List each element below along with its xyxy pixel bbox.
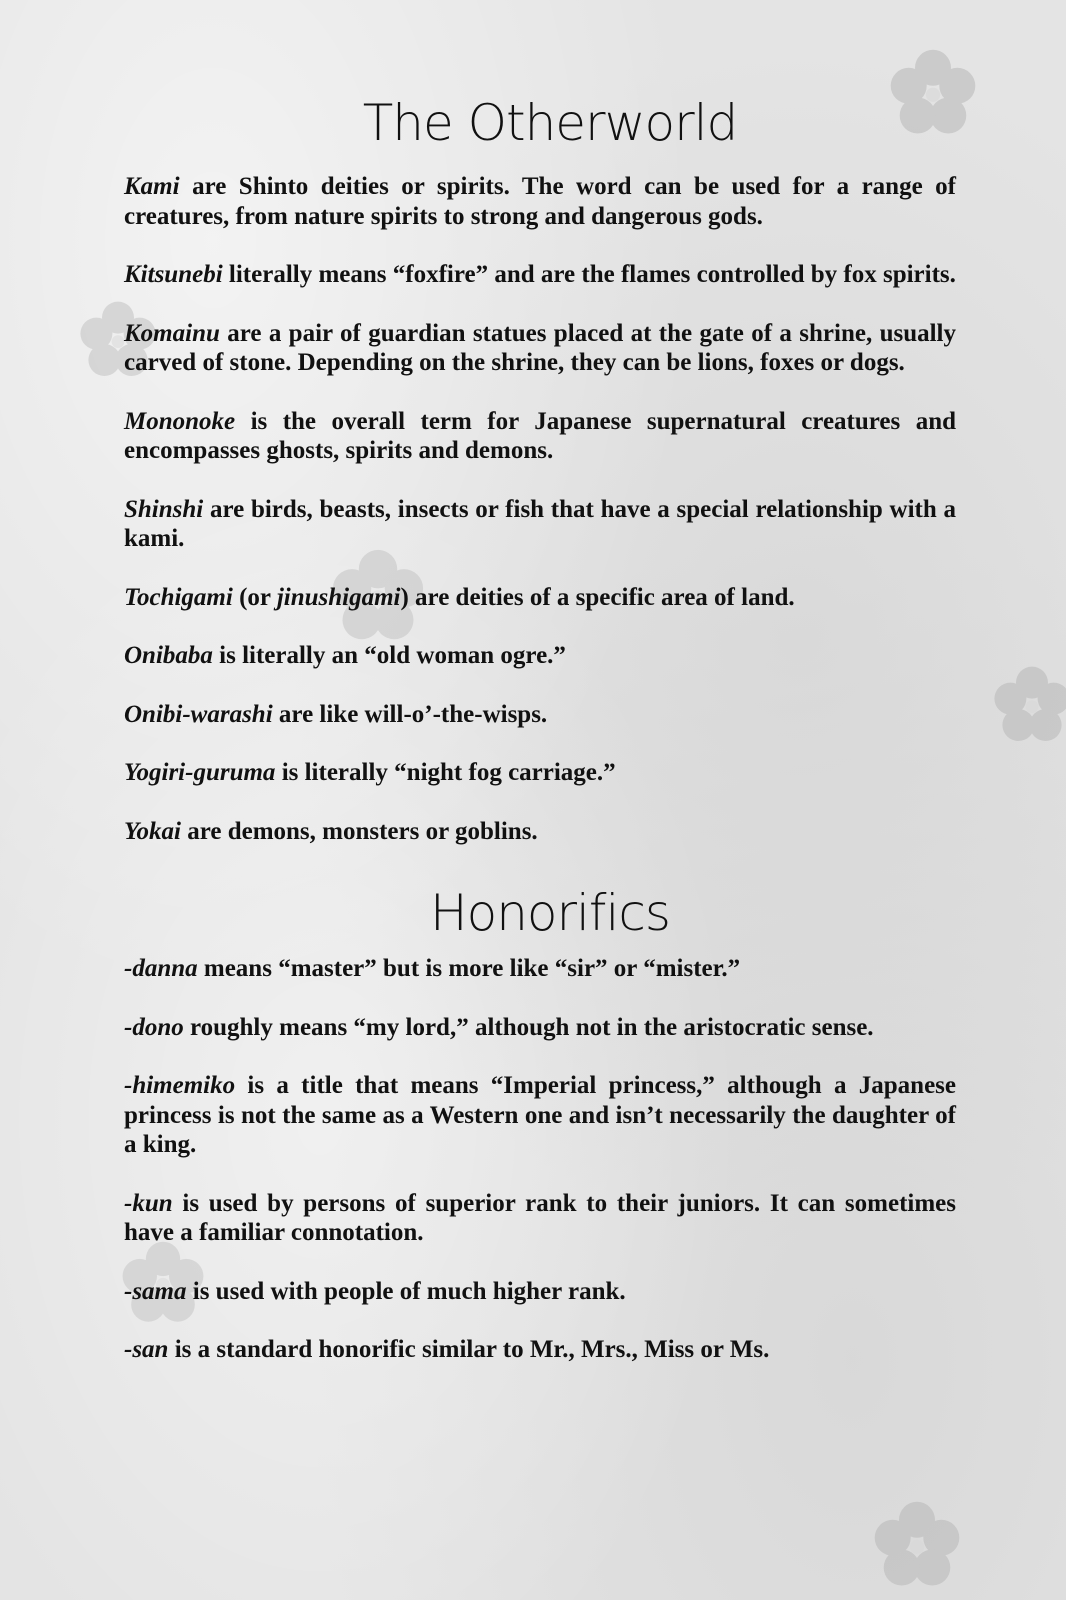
entry-definition: are birds, beasts, insects or fish that have a special relationship with a kami. xyxy=(124,495,956,552)
glossary-entry xyxy=(124,641,956,671)
otherworld-title: The Otherworld xyxy=(362,94,738,152)
entry-definition: is literally an “old woman ogre.” xyxy=(212,642,566,669)
glossary-entry xyxy=(124,172,956,231)
entry-definition: is the overall term for Japanese supernatural creatures and encompasses ghosts, spirits and demons. xyxy=(124,407,956,464)
entry-term: Kami xyxy=(124,173,180,200)
entry-term: -kun xyxy=(124,1189,173,1217)
entry-term: -dono xyxy=(124,1013,184,1041)
glossary-entry xyxy=(124,1013,956,1043)
entry-term-alternate: jinushigami xyxy=(276,583,401,611)
honorifics-title: Honorifics xyxy=(430,884,670,942)
entry-definition: is used by persons of superior rank to their juniors. It can sometimes have a familiar connotation. xyxy=(124,1189,956,1246)
entry-term: Tochigami xyxy=(124,583,233,611)
entry-definition: is a title that means “Imperial princess,” although a Japanese princess is not the same as a Western one and isn’t necessarily the daughter of a king. xyxy=(124,1072,956,1158)
entry-term: Yokai xyxy=(124,817,181,845)
entry-definition: is literally “night fog carriage.” xyxy=(275,759,616,786)
entry-term: Onibaba xyxy=(124,642,213,669)
entry-term: -sama xyxy=(124,1277,187,1305)
glossary-entry xyxy=(124,495,956,554)
glossary-entry xyxy=(124,583,956,613)
entry-definition: literally means “foxfire” and are the flames controlled by fox spirits. xyxy=(222,261,956,288)
entry-term: -san xyxy=(124,1336,169,1363)
entry-definition: means “master” but is more like “sir” or “mister.” xyxy=(197,955,741,982)
glossary-entry xyxy=(124,1071,956,1160)
entry-definition: roughly means “my lord,” although not in the aristocratic sense. xyxy=(183,1013,874,1041)
entry-term: Onibi-warashi xyxy=(124,700,273,728)
glossary-entry xyxy=(124,758,956,788)
glossary-entry xyxy=(124,319,956,378)
entry-term: Komainu xyxy=(124,319,220,347)
entry-definition: are a pair of guardian statues placed at the gate of a shrine, usually carved of stone. Depending on the shrine, they can be lions, foxes or dogs. xyxy=(124,319,956,376)
entry-definition: ) are deities of a specific area of land. xyxy=(400,583,795,611)
glossary-content xyxy=(124,92,956,1365)
entry-definition: are demons, monsters or goblins. xyxy=(180,817,538,845)
plum-blossom-icon xyxy=(872,1500,962,1590)
entry-term: -himemiko xyxy=(124,1072,236,1099)
glossary-entry xyxy=(124,407,956,466)
glossary-entry xyxy=(124,1335,956,1365)
glossary-entry xyxy=(124,1189,956,1248)
glossary-entry xyxy=(124,260,956,290)
entry-definition: (or xyxy=(232,583,277,611)
entry-term: Shinshi xyxy=(124,495,204,523)
entry-definition: are like will-o’-the-wisps. xyxy=(272,700,548,728)
entry-term: Yogiri-guruma xyxy=(124,759,276,786)
plum-blossom-icon xyxy=(992,660,1066,750)
entry-term: -danna xyxy=(124,955,198,982)
entry-definition: is a standard honorific similar to Mr., Mrs., Miss or Ms. xyxy=(168,1336,770,1363)
entry-term: Mononoke xyxy=(124,407,236,435)
glossary-entry xyxy=(124,700,956,730)
entry-definition: are Shinto deities or spirits. The word can be used for a range of creatures, from nature spirits to strong and dangerous gods. xyxy=(124,173,956,230)
entry-term: Kitsunebi xyxy=(124,261,223,288)
glossary-entry xyxy=(124,954,956,984)
entry-definition: is used with people of much higher rank. xyxy=(186,1277,626,1305)
glossary-entry xyxy=(124,817,956,847)
glossary-entry xyxy=(124,1277,956,1307)
